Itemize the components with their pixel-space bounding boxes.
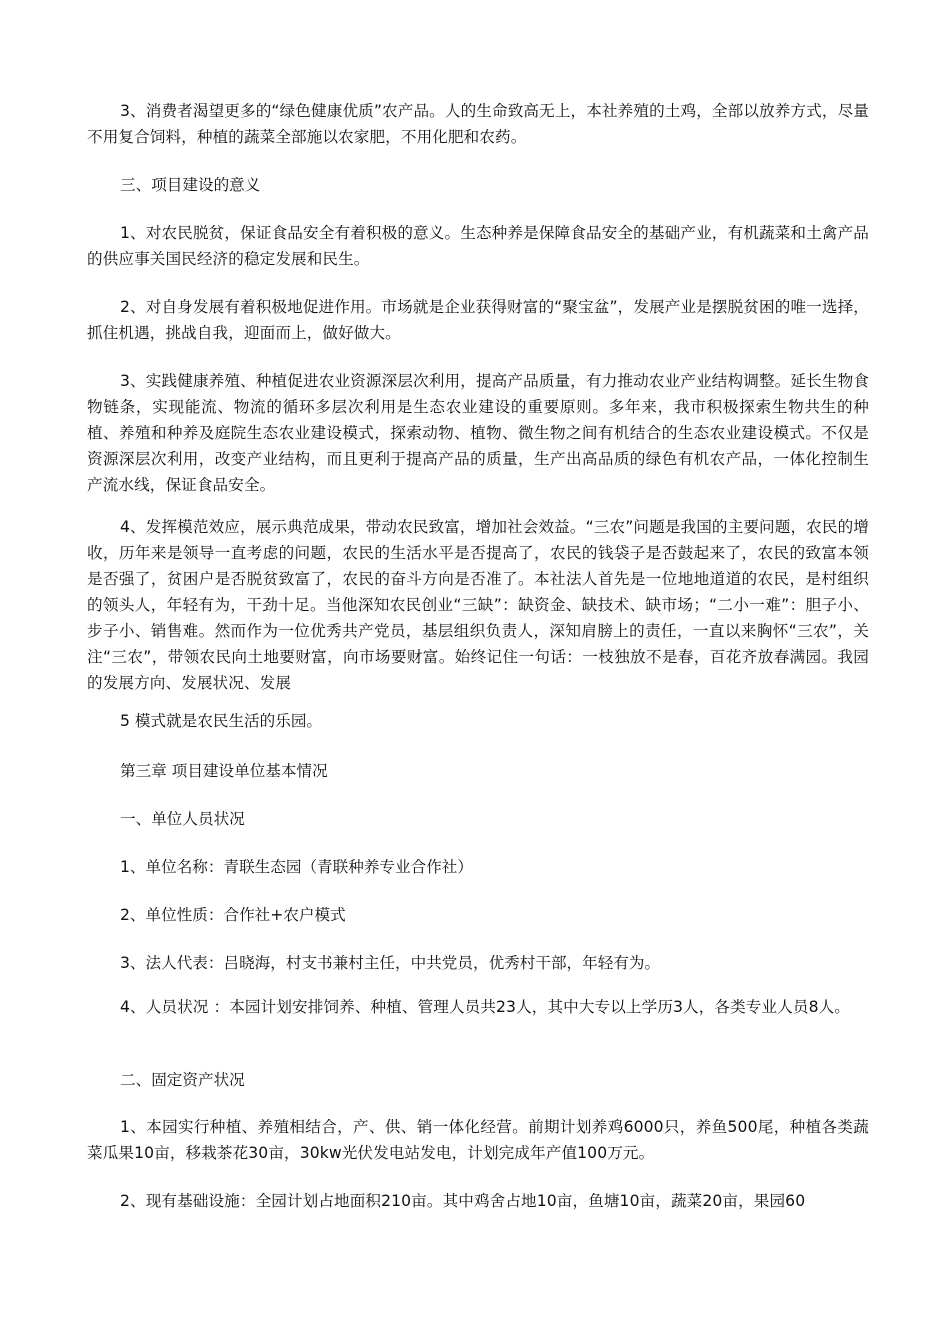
paragraph-unit-type: 2、单位性质：合作社+农户模式: [120, 906, 346, 924]
paragraph-significance-3: 3、实践健康养殖、种植促进农业资源深层次利用，提高产品质量，有力推动农业产业结构调整。延长生物食物链条，实现能流、物流的循环多层次利用是生态农业建设的重要原则。多年来，我市积极探索生物共生的种植、养殖和种养及庭院生态农业建设模式，探索动物、植物、微生物之间有机结合的生态农业建设模式。不仅是资源深层次利用，改变产业结构，而且更利于提高产品的质量，生产出高品质的绿色有机农产品，一体化控制生产流水线，保证食品安全。: [87, 372, 869, 494]
paragraph-significance-1: 1、对农民脱贫，保证食品安全有着积极的意义。生态种养是保障食品安全的基础产业，有机蔬菜和土禽产品的供应事关国民经济的稳定发展和民生。: [87, 224, 869, 268]
paragraph-unit-name: 1、单位名称：青联生态园（青联种养专业合作社）: [120, 858, 473, 876]
section-heading-significance: 三、项目建设的意义: [120, 176, 261, 194]
section-heading-personnel: 一、单位人员状况: [120, 810, 245, 828]
paragraph-significance-4: 4、发挥模范效应，展示典范成果，带动农民致富，增加社会效益。“三农”问题是我国的主要问题，农民的增收，历年来是领导一直考虑的问题，农民的生活水平是否提高了，农民的钱袋子是否鼓起来了，农民的致富本领是否强了，贫困户是否脱贫致富了，农民的奋斗方向是否准了。本社法人首先是一位地地道道的农民，是村组织的领头人，年轻有为，干劲十足。当他深知农民创业“三缺”：缺资金、缺技术、缺市场；“二小一难”：胆子小、步子小、销售难。然而作为一位优秀共产党员，基层组织负责人，深知肩膀上的责任，一直以来胸怀“三农”，关注“三农”，带领农民向土地要财富，向市场要财富。始终记住一句话：一枝独放不是春，百花齐放春满园。我园的发展方向、发展状况、发展: [87, 518, 869, 692]
paragraph-operations: 1、本园实行种植、养殖相结合，产、供、销一体化经营。前期计划养鸡6000只，养鱼500尾，种植各类蔬菜瓜果10亩，移栽茶花30亩，30kw光伏发电站发电，计划完成年产值100万元。: [87, 1118, 869, 1162]
paragraph-significance-5: 5 模式就是农民生活的乐园。: [120, 712, 323, 730]
paragraph-staffing: 4、人员状况 ：本园计划安排饲养、种植、管理人员共23人，其中大专以上学历3人，各类专业人员8人。: [120, 998, 850, 1016]
section-heading-fixed-assets: 二、固定资产状况: [120, 1071, 245, 1089]
paragraph-significance-2: 2、对自身发展有着积极地促进作用。市场就是企业获得财富的“聚宝盆”，发展产业是摆脱贫困的唯一选择，抓住机遇，挑战自我，迎面而上，做好做大。: [87, 298, 869, 342]
paragraph-infrastructure: 2、现有基础设施：全园计划占地面积210亩。其中鸡舍占地10亩，鱼塘10亩，蔬菜20亩，果园60: [120, 1192, 806, 1210]
paragraph-legal-rep: 3、法人代表：吕晓海，村支书兼村主任，中共党员，优秀村干部，年轻有为。: [120, 954, 661, 972]
paragraph-consumer-demand: 3、消费者渴望更多的“绿色健康优质”农产品。人的生命致高无上，本社养殖的土鸡，全部以放养方式，尽量不用复合饲料，种植的蔬菜全部施以农家肥，不用化肥和农药。: [87, 102, 869, 146]
chapter-heading: 第三章 项目建设单位基本情况: [120, 762, 328, 780]
